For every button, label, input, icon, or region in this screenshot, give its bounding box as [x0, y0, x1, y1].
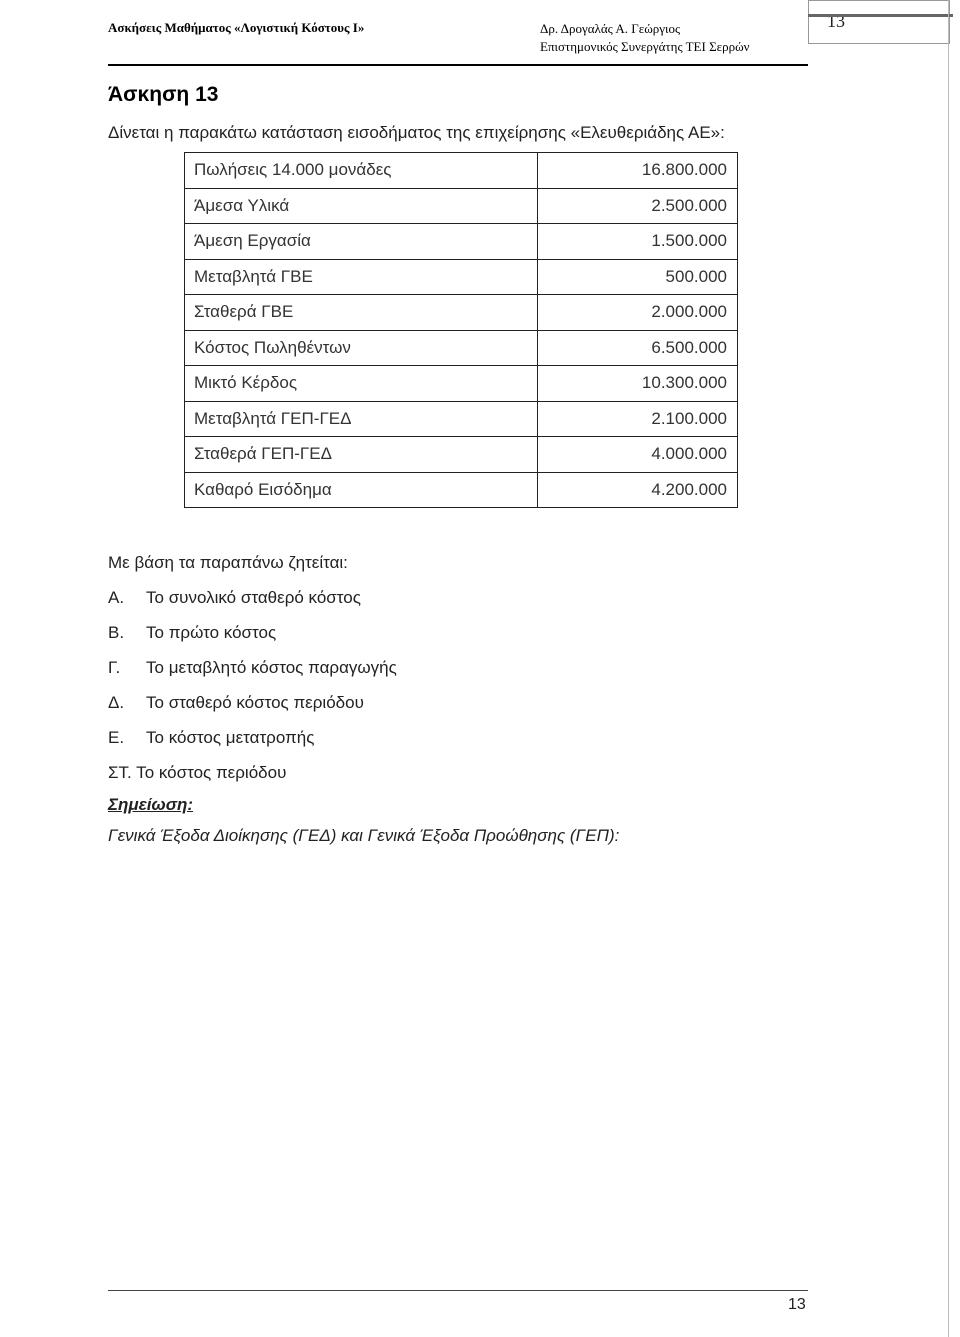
- table-row: [185, 188, 738, 224]
- row-label: Σταθερά ΓΒΕ: [185, 295, 538, 331]
- questions-intro: Με βάση τα παραπάνω ζητείται:: [108, 553, 348, 572]
- question-item: [108, 580, 397, 615]
- header-author: [540, 20, 780, 56]
- table-row: [185, 153, 738, 189]
- question-text: Το συνολικό σταθερό κόστος: [146, 588, 361, 607]
- footer-page-number: 13: [788, 1296, 806, 1313]
- header-author-role: Επιστημονικός Συνεργάτης ΤΕΙ Σερρών: [540, 39, 750, 54]
- row-label: Μεταβλητά ΓΒΕ: [185, 259, 538, 295]
- questions-section: [108, 545, 397, 790]
- row-amount: 1.500.000: [538, 224, 738, 260]
- row-amount: 16.800.000: [538, 153, 738, 189]
- question-text: Το κόστος μετατροπής: [146, 728, 315, 747]
- table-row: [185, 295, 738, 331]
- exercise-title: Άσκηση 13: [108, 83, 219, 106]
- question-letter: Ε.: [108, 728, 125, 747]
- question-item: [108, 685, 397, 720]
- page-number-rule: [808, 14, 953, 17]
- row-amount: 4.000.000: [538, 437, 738, 473]
- table-row: [185, 330, 738, 366]
- row-amount: 2.500.000: [538, 188, 738, 224]
- row-amount: 500.000: [538, 259, 738, 295]
- question-letter: Δ.: [108, 693, 125, 712]
- table-row: [185, 472, 738, 508]
- question-letter: ΣΤ.: [108, 763, 132, 782]
- row-amount: 4.200.000: [538, 472, 738, 508]
- row-amount: 10.300.000: [538, 366, 738, 402]
- question-letter: Α.: [108, 588, 125, 607]
- table-row: [185, 259, 738, 295]
- table-row: [185, 401, 738, 437]
- row-label: Άμεση Εργασία: [185, 224, 538, 260]
- table-row: [185, 366, 738, 402]
- header-divider: [108, 64, 808, 66]
- row-label: Άμεσα Υλικά: [185, 188, 538, 224]
- question-item: [108, 615, 397, 650]
- row-amount: 2.100.000: [538, 401, 738, 437]
- row-amount: 6.500.000: [538, 330, 738, 366]
- note-text: Γενικά Έξοδα Διοίκησης (ΓΕΔ) και Γενικά Έξοδα Προώθησης (ΓΕΠ):: [108, 826, 620, 845]
- page-number-top: 13: [827, 11, 845, 31]
- question-text: Το πρώτο κόστος: [146, 623, 277, 642]
- row-label: Πωλήσεις 14.000 μονάδες: [185, 153, 538, 189]
- question-letter: Γ.: [108, 658, 121, 677]
- table-row: [185, 437, 738, 473]
- question-item: [108, 650, 397, 685]
- question-item: [108, 755, 397, 790]
- page-number-box: [808, 0, 950, 44]
- note-title: Σημείωση:: [108, 795, 194, 814]
- header-author-name: Δρ. Δρογαλάς Α. Γεώργιος: [540, 21, 681, 36]
- row-label: Καθαρό Εισόδημα: [185, 472, 538, 508]
- page-margin-line: [948, 0, 949, 1337]
- table-row: [185, 224, 738, 260]
- income-statement-table: [184, 152, 738, 508]
- footer-divider: [108, 1290, 808, 1291]
- header-course-title: Ασκήσεις Μαθήματος «Λογιστική Κόστους Ι»: [108, 20, 365, 35]
- question-text: Το κόστος περιόδου: [136, 763, 287, 782]
- row-amount: 2.000.000: [538, 295, 738, 331]
- row-label: Μεταβλητά ΓΕΠ-ΓΕΔ: [185, 401, 538, 437]
- question-item: [108, 720, 397, 755]
- row-label: Μικτό Κέρδος: [185, 366, 538, 402]
- question-letter: Β.: [108, 623, 125, 642]
- question-text: Το μεταβλητό κόστος παραγωγής: [146, 658, 397, 677]
- exercise-intro: Δίνεται η παρακάτω κατάσταση εισοδήματος της επιχείρησης «Ελευθεριάδης ΑΕ»:: [108, 123, 725, 142]
- row-label: Κόστος Πωληθέντων: [185, 330, 538, 366]
- question-text: Το σταθερό κόστος περιόδου: [146, 693, 364, 712]
- row-label: Σταθερά ΓΕΠ-ΓΕΔ: [185, 437, 538, 473]
